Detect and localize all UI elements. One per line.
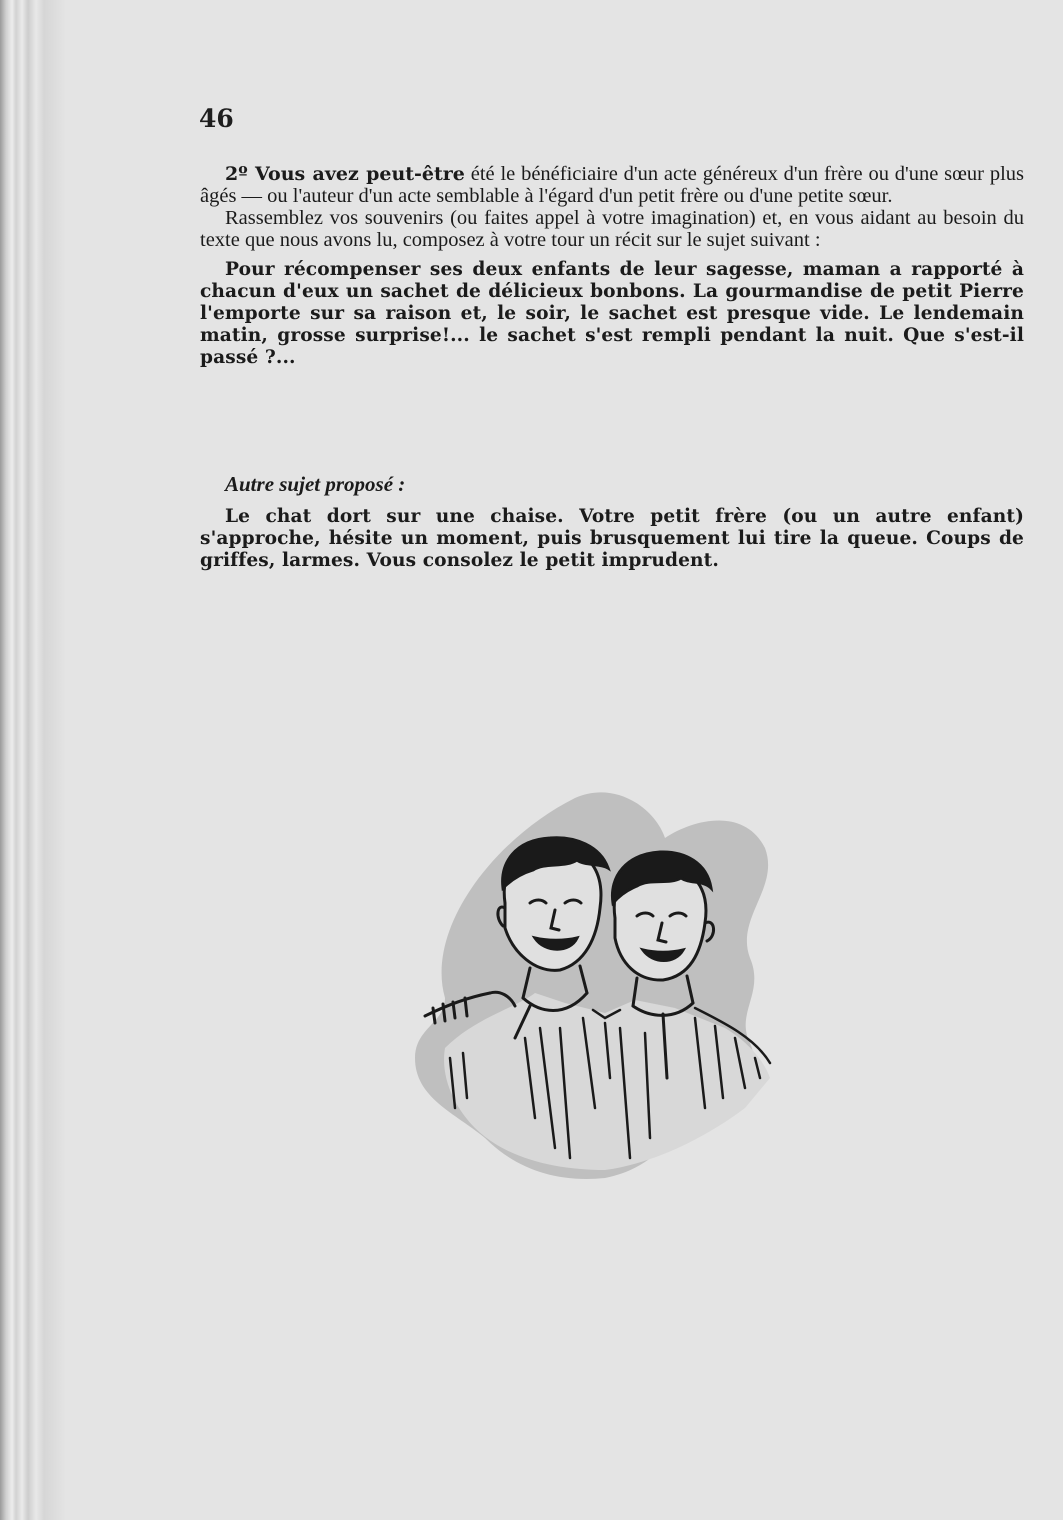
exercise-block: [200, 164, 1024, 369]
page-stack-edge: [0, 0, 66, 1520]
exercise-intro: [200, 164, 1024, 207]
alternate-subject: Le chat dort sur une chaise. Votre petit frère (ou un autre enfant) s'approche, hésite un moment, puis brusquement lui tire la queue. Coups de griffes, larmes. Vous consolez le petit imprudent.: [200, 506, 1024, 571]
exercise-lead: 2º Vous avez peut-être: [225, 163, 465, 185]
exercise-intro-text: été le bénéficiaire d'un acte généreux d'un frère ou d'une sœur plus âgés — ou l'auteur d'un acte semblable à l'égard d'un petit frère ou d'une petite sœur.: [200, 163, 1024, 207]
page-number: 46: [199, 104, 234, 133]
exercise-subject: Pour récompenser ses deux enfants de leur sagesse, maman a rapporté à chacun d'eux un sachet de délicieux bonbons. La gourmandise de petit Pierre l'emporte sur sa raison et, le soir, le sachet est presque vide. Le lendemain matin, grosse surprise!... le sachet s'est rempli pendant la nuit. Que s'est-il passé ?...: [200, 259, 1024, 368]
exercise-instruction: Rassemblez vos souvenirs (ou faites appel à votre imagination) et, en vous aidant au besoin du texte que nous avons lu, composez à votre tour un récit sur le sujet suivant :: [200, 207, 1024, 251]
alternate-block: [200, 472, 1024, 572]
two-boys-smiling-illustration: [405, 778, 815, 1188]
alternate-heading: Autre sujet proposé :: [225, 472, 406, 496]
